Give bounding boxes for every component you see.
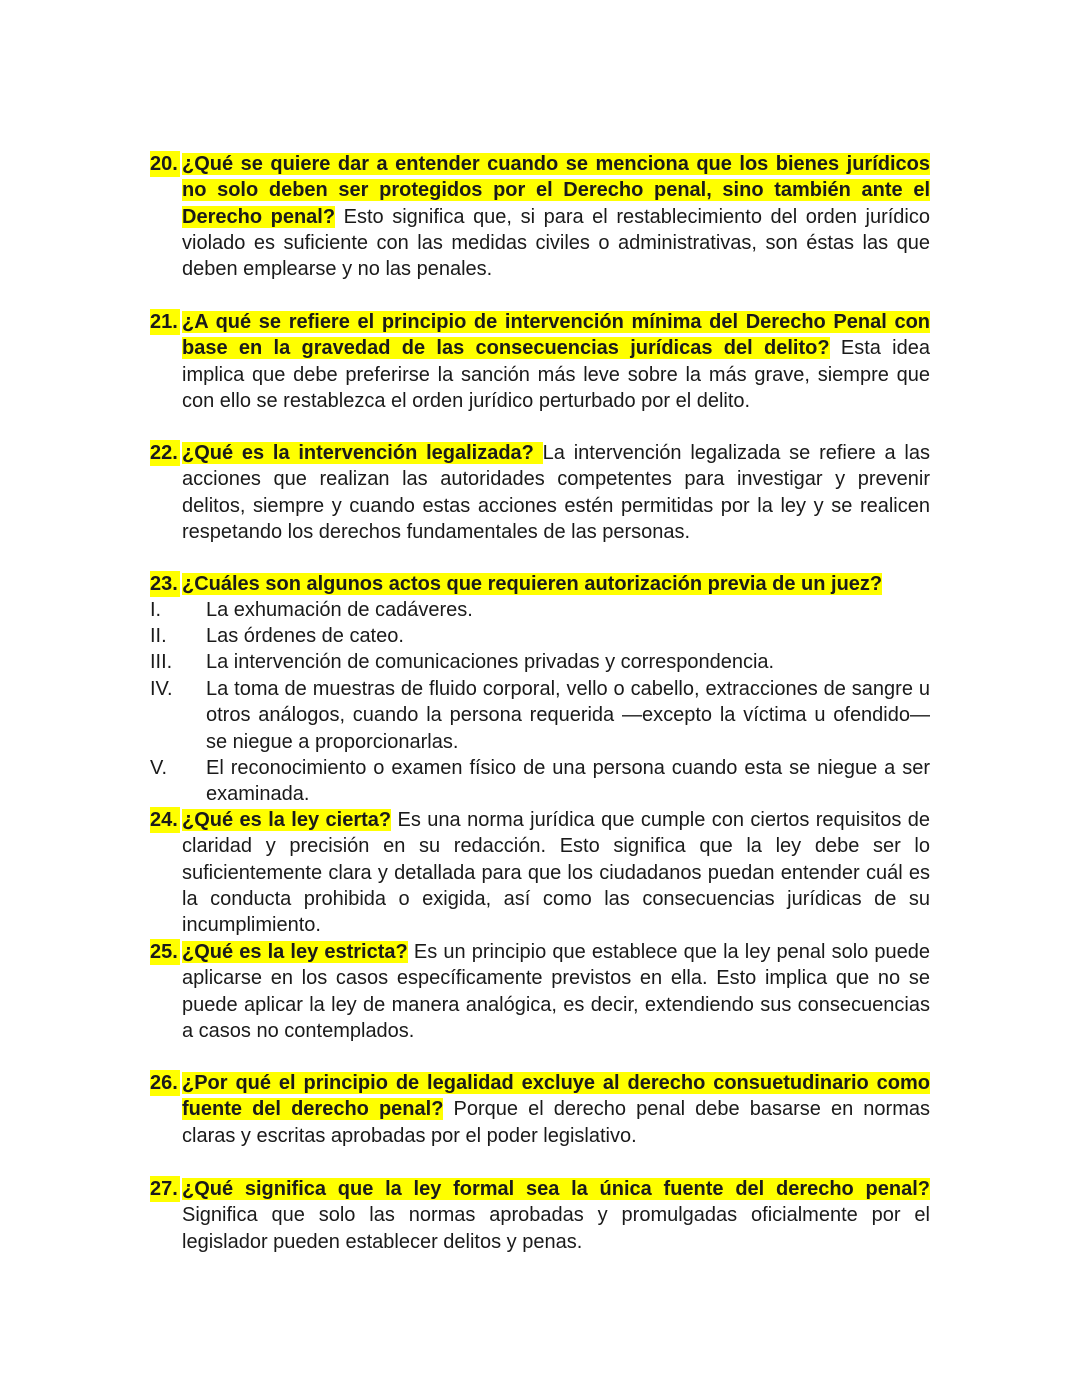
- question-text: ¿Qué es la ley cierta?: [182, 809, 392, 831]
- answer-text: Esto significa que, si para el restablecimiento del orden jurídico violado es suficiente con las medidas civiles o administrativas, son éstas las que deben emplearse y no las penales.: [182, 205, 930, 281]
- act-item-4: [150, 676, 930, 755]
- question-number: 20.: [150, 151, 180, 177]
- act-item-3: [150, 649, 930, 675]
- question-22: [150, 440, 930, 545]
- question-text: ¿Qué es la ley estricta?: [182, 941, 408, 963]
- roman-numeral: IV.: [150, 678, 173, 700]
- question-26: [150, 1070, 930, 1149]
- question-text: ¿Por qué el principio de legalidad excluye al derecho consuetudinario como fuente del derecho penal?: [182, 1072, 930, 1121]
- question-text: ¿Cuáles son algunos actos que requieren autorización previa de un juez?: [182, 573, 883, 595]
- answer-text: Esta idea implica que debe preferirse la sanción más leve sobre la más grave, siempre que con ello se restablezca el orden jurídico perturbado por el delito.: [182, 337, 930, 412]
- roman-numeral: III.: [150, 651, 173, 673]
- act-item-1: [150, 597, 930, 623]
- act-text: Las órdenes de cateo.: [206, 625, 404, 647]
- roman-numeral: I.: [150, 599, 162, 621]
- answer-text: Significa que solo las normas aprobadas y promulgadas oficialmente por el legislador pueden establecer delitos y penas.: [182, 1204, 930, 1253]
- answer-text: Es un principio que establece que la ley penal solo puede aplicarse en los casos específicamente previstos en ella. Esto implica que no se puede aplicar la ley de manera analógica, es decir, extendiendo sus consecuencias a casos no contemplados.: [182, 941, 931, 1042]
- question-number: 25.: [150, 939, 180, 965]
- question-text: ¿Qué es la intervención legalizada?: [182, 442, 543, 464]
- act-item-5: [150, 755, 930, 808]
- question-23: [150, 571, 930, 597]
- act-item-2: [150, 623, 930, 649]
- question-25: [150, 939, 930, 1044]
- answer-text: Es una norma jurídica que cumple con ciertos requisitos de claridad y precisión en su redacción. Esto significa que la ley debe ser lo suficientemente clara y detallada para que los ciudadanos puedan entender cuál es la conducta prohibida o exigida, así como las consecuencias jurídicas de su incumplimiento.: [182, 809, 930, 937]
- question-number: 23.: [150, 571, 180, 597]
- question-24: [150, 807, 930, 938]
- act-text: La toma de muestras de fluido corporal, vello o cabello, extracciones de sangre u otros análogos, cuando la persona requerida —excepto la víctima u ofendido— se niegue a proporcionarlas.: [206, 678, 930, 753]
- question-text: ¿A qué se refiere el principio de intervención mínima del Derecho Penal con base en la gravedad de las consecuencias jurídicas del delito?: [182, 311, 930, 360]
- question-text: ¿Qué significa que la ley formal sea la única fuente del derecho penal?: [182, 1178, 930, 1200]
- answer-text: Porque el derecho penal debe basarse en normas claras y escritas aprobadas por el poder legislativo.: [182, 1098, 930, 1147]
- answer-text: La intervención legalizada se refiere a las acciones que realizan las autoridades competentes para investigar y prevenir delitos, siempre y cuando estas acciones estén permitidas por la ley y se realicen respetando los derechos fundamentales de las personas.: [182, 442, 930, 543]
- question-text: ¿Qué se quiere dar a entender cuando se menciona que los bienes jurídicos no solo deben ser protegidos por el Derecho penal, sino también ante el Derecho penal?: [182, 153, 930, 228]
- roman-numeral: V.: [150, 757, 168, 779]
- question-27: [150, 1176, 930, 1255]
- question-20: [150, 151, 930, 282]
- act-text: El reconocimiento o examen físico de una persona cuando esta se niegue a ser examinada.: [206, 757, 930, 806]
- act-text: La intervención de comunicaciones privadas y correspondencia.: [206, 651, 775, 673]
- roman-numeral: II.: [150, 625, 167, 647]
- question-number: 26.: [150, 1070, 180, 1096]
- question-21: [150, 309, 930, 414]
- act-text: La exhumación de cadáveres.: [206, 599, 473, 621]
- question-number: 21.: [150, 309, 180, 335]
- question-number: 22.: [150, 440, 180, 466]
- question-number: 24.: [150, 807, 180, 833]
- question-number: 27.: [150, 1176, 180, 1202]
